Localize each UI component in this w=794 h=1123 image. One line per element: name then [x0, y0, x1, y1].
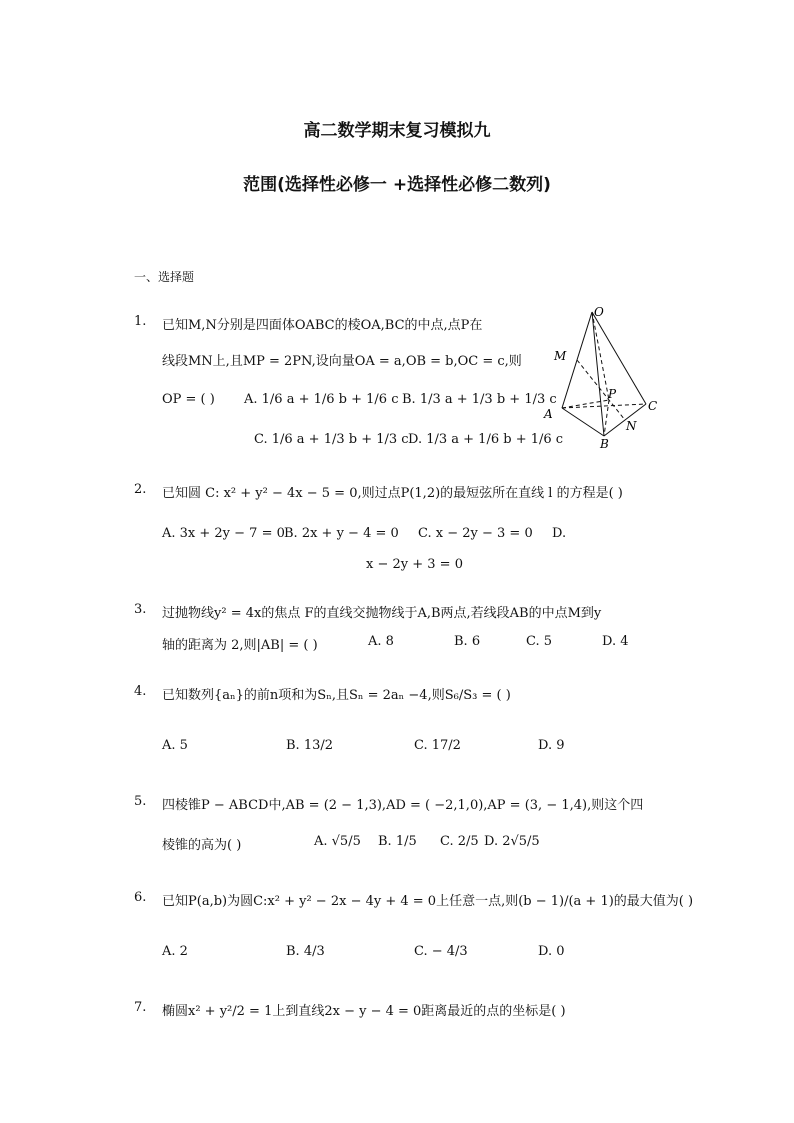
label-m: M	[554, 349, 567, 363]
question-number: 3.	[134, 602, 147, 617]
question-4-stem: 已知数列{aₙ}的前n项和为Sₙ,且Sₙ = 2aₙ −4,则S₆/S₃ = ( )	[162, 688, 511, 703]
label-n: N	[626, 419, 637, 433]
option-b: B. 1/3 a + 1/3 b + 1/3 c	[402, 392, 557, 407]
question-1-line2: 线段MN上,且MP = 2PN,设向量OA = a,OB = b,OC = c,则	[162, 354, 522, 369]
option-d-content: x − 2y + 3 = 0	[366, 557, 463, 572]
question-number: 2.	[134, 482, 147, 497]
option-d: D. 0	[538, 944, 565, 959]
option-d: D. 4	[602, 634, 629, 649]
question-7-stem: 椭圆x² + y²/2 = 1上到直线2x − y − 4 = 0距离最近的点的坐标是( )	[162, 1004, 566, 1019]
option-c: C. 1/6 a + 1/3 b + 1/3 c	[254, 432, 409, 447]
option-a: A. √5/5	[314, 834, 361, 849]
question-number: 6.	[134, 890, 147, 905]
option-c: C. x − 2y − 3 = 0	[418, 526, 533, 541]
question-number: 5.	[134, 794, 147, 809]
question-number: 4.	[134, 684, 147, 699]
option-c: C. 5	[526, 634, 553, 649]
option-a: A. 1/6 a + 1/6 b + 1/6 c	[244, 392, 399, 407]
option-b: B. 13/2	[286, 738, 334, 753]
option-d: D.	[552, 526, 567, 541]
option-a: A. 2	[162, 944, 188, 959]
tetrahedron-figure	[536, 300, 666, 450]
page-subtitle: 范围(选择性必修一 +选择性必修二数列)	[243, 175, 551, 195]
label-p: P	[608, 387, 617, 401]
question-number: 7.	[134, 1000, 147, 1015]
question-2-stem: 已知圆 C: x² + y² − 4x − 5 = 0,则过点P(1,2)的最短弦所在直线 l 的方程是( )	[162, 486, 623, 501]
page-title: 高二数学期末复习模拟九	[303, 121, 491, 141]
section-heading: 一、选择题	[134, 270, 195, 284]
option-d: D. 1/3 a + 1/6 b + 1/6 c	[408, 432, 564, 447]
option-a: A. 3x + 2y − 7 = 0	[162, 526, 285, 541]
label-a: A	[544, 407, 553, 421]
question-6-stem: 已知P(a,b)为圆C:x² + y² − 2x − 4y + 4 = 0上任意一点,则(b − 1)/(a + 1)的最大值为( )	[162, 894, 694, 909]
option-c: C. 2/5	[440, 834, 479, 849]
question-3-line2: 轴的距离为 2,则|AB| = ( )	[162, 638, 318, 653]
question-number: 1.	[134, 314, 147, 329]
option-b: B. 6	[454, 634, 481, 649]
label-o: O	[594, 305, 604, 319]
option-c: C. 17/2	[414, 738, 461, 753]
option-b: B. 1/5	[378, 834, 417, 849]
option-c: C. − 4/3	[414, 944, 468, 959]
question-3-line1: 过抛物线y² = 4x的焦点 F的直线交抛物线于A,B两点,若线段AB的中点M到y	[162, 606, 602, 621]
option-a: A. 8	[368, 634, 394, 649]
option-d: D. 9	[538, 738, 565, 753]
question-1-line1: 已知M,N分别是四面体OABC的棱OA,BC的中点,点P在	[162, 318, 483, 333]
option-b: B. 4/3	[286, 944, 325, 959]
option-a: A. 5	[162, 738, 188, 753]
question-5-line2: 棱锥的高为( )	[162, 838, 242, 853]
question-5-line1: 四棱锥P − ABCD中,AB = (2 − 1,3),AD = ( −2,1,0),AP = (3, − 1,4),则这个四	[162, 798, 644, 813]
label-b: B	[600, 437, 609, 450]
question-1-line3: OP = ( )	[162, 392, 215, 407]
option-b: B. 2x + y − 4 = 0	[284, 526, 399, 541]
label-c: C	[648, 399, 658, 413]
option-d: D. 2√5/5	[484, 834, 540, 849]
